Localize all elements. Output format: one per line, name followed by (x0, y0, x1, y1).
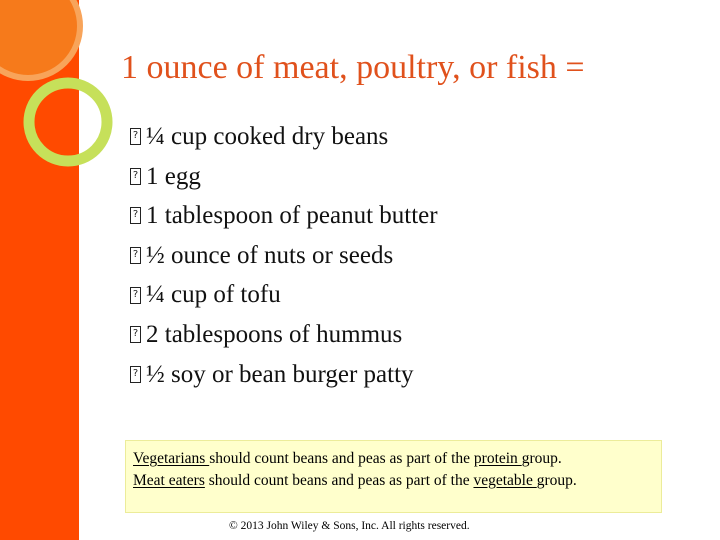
note-text: should count beans and peas as part of the (209, 450, 474, 467)
note-text: should count beans and peas as part of the (204, 472, 474, 489)
note-underlined-term: Meat eaters (133, 472, 205, 489)
list-item (128, 157, 438, 197)
list-item (128, 236, 438, 276)
bullet-text: ¼ cup cooked dry beans (146, 123, 389, 150)
bullet-text: 2 tablespoons of hummus (146, 320, 403, 348)
box-bullet-icon: ? (130, 366, 141, 383)
bullet-text: ½ soy or bean burger patty (146, 360, 414, 388)
orange-circle-shape (0, 0, 80, 78)
note-text: group. (536, 472, 577, 489)
list-item (128, 196, 438, 236)
bullet-text: ¼ cup of tofu (146, 281, 281, 309)
green-ring-shape (29, 83, 107, 161)
box-bullet-icon: ? (130, 326, 141, 343)
note-line (133, 470, 661, 492)
list-item (128, 355, 438, 395)
note-text: group. (521, 450, 562, 467)
box-bullet-icon: ? (130, 168, 141, 185)
list-item (128, 117, 438, 157)
list-item (128, 275, 438, 315)
note-underlined-term: vegetable (473, 472, 537, 489)
bullet-list (128, 117, 438, 394)
note-underlined-term: Vegetarians (133, 450, 210, 467)
slide-title: 1 ounce of meat, poultry, or fish = (121, 49, 585, 86)
box-bullet-icon: ? (130, 128, 141, 145)
box-bullet-icon: ? (130, 287, 141, 304)
list-item (128, 315, 438, 355)
copyright-footer: © 2013 John Wiley & Sons, Inc. All rights reserved. (229, 520, 470, 532)
note-box (125, 440, 662, 513)
bullet-text: 1 egg (146, 162, 201, 190)
box-bullet-icon: ? (130, 247, 141, 264)
bullet-text: 1 tablespoon of peanut butter (146, 202, 438, 230)
decorative-rings (0, 0, 140, 200)
note-underlined-term: protein (473, 450, 522, 467)
note-line (133, 448, 661, 470)
bullet-text: ½ ounce of nuts or seeds (146, 241, 394, 269)
box-bullet-icon: ? (130, 207, 141, 224)
